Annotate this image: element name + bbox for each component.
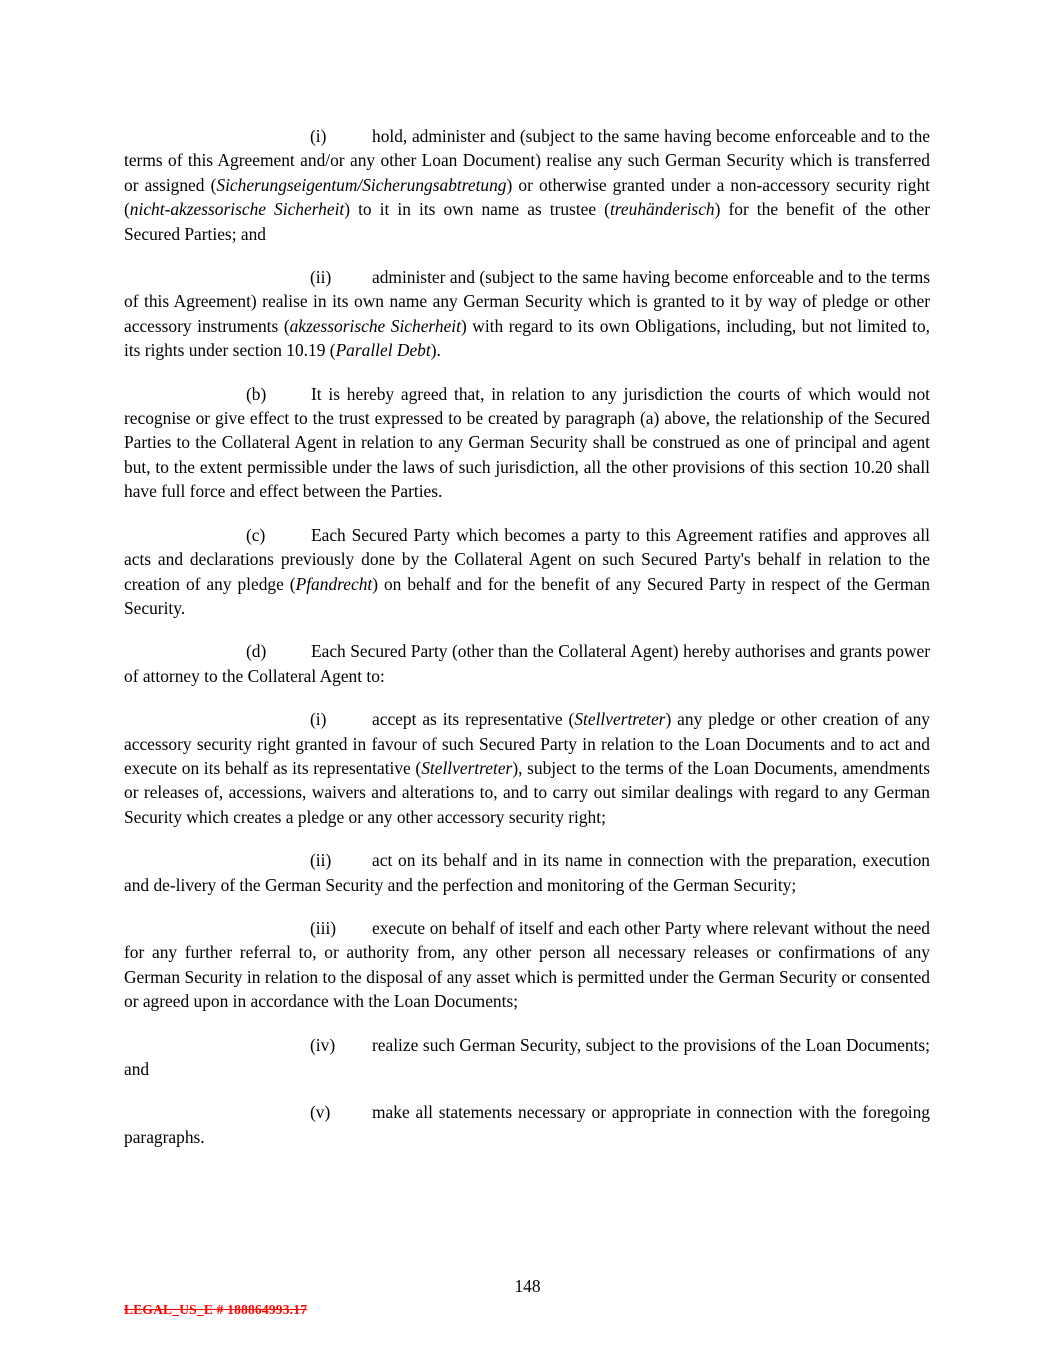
paragraph-0-i <box>124 124 930 246</box>
paragraph-8-iv <box>124 1033 930 1082</box>
text-segment: act on its behalf and in its name in connection with the preparation, execution and de-livery of the German Security and the perfection and monitoring of the German Security; <box>124 850 930 895</box>
paragraph-marker: (ii) <box>310 850 332 871</box>
paragraph-marker: (i) <box>310 126 327 146</box>
paragraph-marker: (b) <box>246 383 267 404</box>
text-segment: ) with regard to its own Obligations, including, but not limited to, its rights under section 10.19 ( <box>124 315 930 361</box>
paragraph-marker: (d) <box>246 641 267 662</box>
paragraph-9-v <box>124 1100 930 1149</box>
italic-term: Parallel Debt <box>335 340 431 361</box>
italic-term: nicht-akzessorische Sicherheit <box>129 199 345 220</box>
text-segment: ) any pledge or other creation of any accessory security right granted in favour of such Secured Party in relation to the Loan Documents and to act and execute on its behalf as its representative ( <box>124 709 930 778</box>
paragraph-4-d <box>124 639 930 688</box>
text-segment: ) to it in its own name as trustee ( <box>344 199 610 220</box>
text-segment: It is hereby agreed that, in relation to any jurisdiction the courts of which would not recognise or give effect to the trust expressed to be created by paragraph (a) above, the relationship of the Secured Parties to the Collateral Agent in relation to any German Security shall be construed as one of principal and agent but, to the extent permissible under the laws of such jurisdiction, all the other provisions of this section 10.20 shall have full force and effect between the Parties. <box>124 383 930 502</box>
paragraphs-container <box>124 124 930 1168</box>
paragraph-marker: (v) <box>310 1102 331 1123</box>
paragraph-7-iii <box>124 916 930 1014</box>
text-segment: ). <box>430 340 441 361</box>
paragraph-1-ii <box>124 265 930 363</box>
text-segment: hold, administer and (subject to the same having become enforceable and to the terms of this Agreement and/or any other Loan Document) realise any such German Security which is transferred or assigned ( <box>124 126 930 195</box>
paragraph-marker: (ii) <box>310 267 332 288</box>
text-segment: ), subject to the terms of the Loan Documents, amendments or releases of, accessions, waivers and alterations to, and to carry out similar dealings with regard to any German Security which creates a pledge or any other accessory security right; <box>124 757 930 827</box>
paragraph-6-ii <box>124 848 930 897</box>
text-segment: ) or otherwise granted under a non-accessory security right ( <box>124 174 930 220</box>
text-segment: administer and (subject to the same having become enforceable and to the terms of this Agreement) realise in its own name any German Security which is granted to it by way of pledge or other accessory instruments ( <box>124 267 930 336</box>
text-segment: execute on behalf of itself and each other Party where relevant without the need for any further referral to, or authority from, any other person all necessary releases or confirmations of any German Security in relation to the disposal of any asset which is permitted under the German Security or consented or agreed upon in accordance with the Loan Documents; <box>124 917 930 1012</box>
page-number: 148 <box>514 1276 541 1296</box>
paragraph-marker: (iv) <box>310 1034 336 1055</box>
paragraph-5-i <box>124 707 930 829</box>
paragraph-marker: (iii) <box>310 917 337 938</box>
footer-stamp: LEGAL_US_E # 188864993.17 <box>124 1302 308 1317</box>
italic-term: Stellvertreter <box>574 709 666 730</box>
paragraph-2-b <box>124 382 930 504</box>
text-segment: Each Secured Party (other than the Collateral Agent) hereby authorises and grants power of attorney to the Collateral Agent to: <box>124 641 930 686</box>
text-segment: realize such German Security, subject to the provisions of the Loan Documents; and <box>124 1034 930 1079</box>
italic-term: treuhänderisch <box>609 199 715 220</box>
italic-term: akzessorische Sicherheit <box>289 315 461 336</box>
paragraph-3-c <box>124 523 930 621</box>
text-segment: ) on behalf and for the benefit of any Secured Party in respect of the German Security. <box>124 573 931 618</box>
italic-term: Pfandrecht <box>295 573 373 594</box>
italic-term: Stellvertreter <box>421 757 513 778</box>
text-segment: make all statements necessary or appropriate in connection with the foregoing paragraphs. <box>124 1102 930 1147</box>
text-segment: accept as its representative ( <box>372 709 575 730</box>
italic-term: Sicherungseigentum/Sicherungsabtretung <box>216 174 507 195</box>
paragraph-marker: (c) <box>246 524 266 545</box>
paragraph-marker: (i) <box>310 709 327 730</box>
text-segment: Each Secured Party which becomes a party to this Agreement ratifies and approves all acts and declarations previously done by the Collateral Agent on such Secured Party's behalf in relation to the creation of any pledge ( <box>124 524 930 594</box>
text-segment: ) for the benefit of the other Secured Parties; and <box>124 199 931 244</box>
